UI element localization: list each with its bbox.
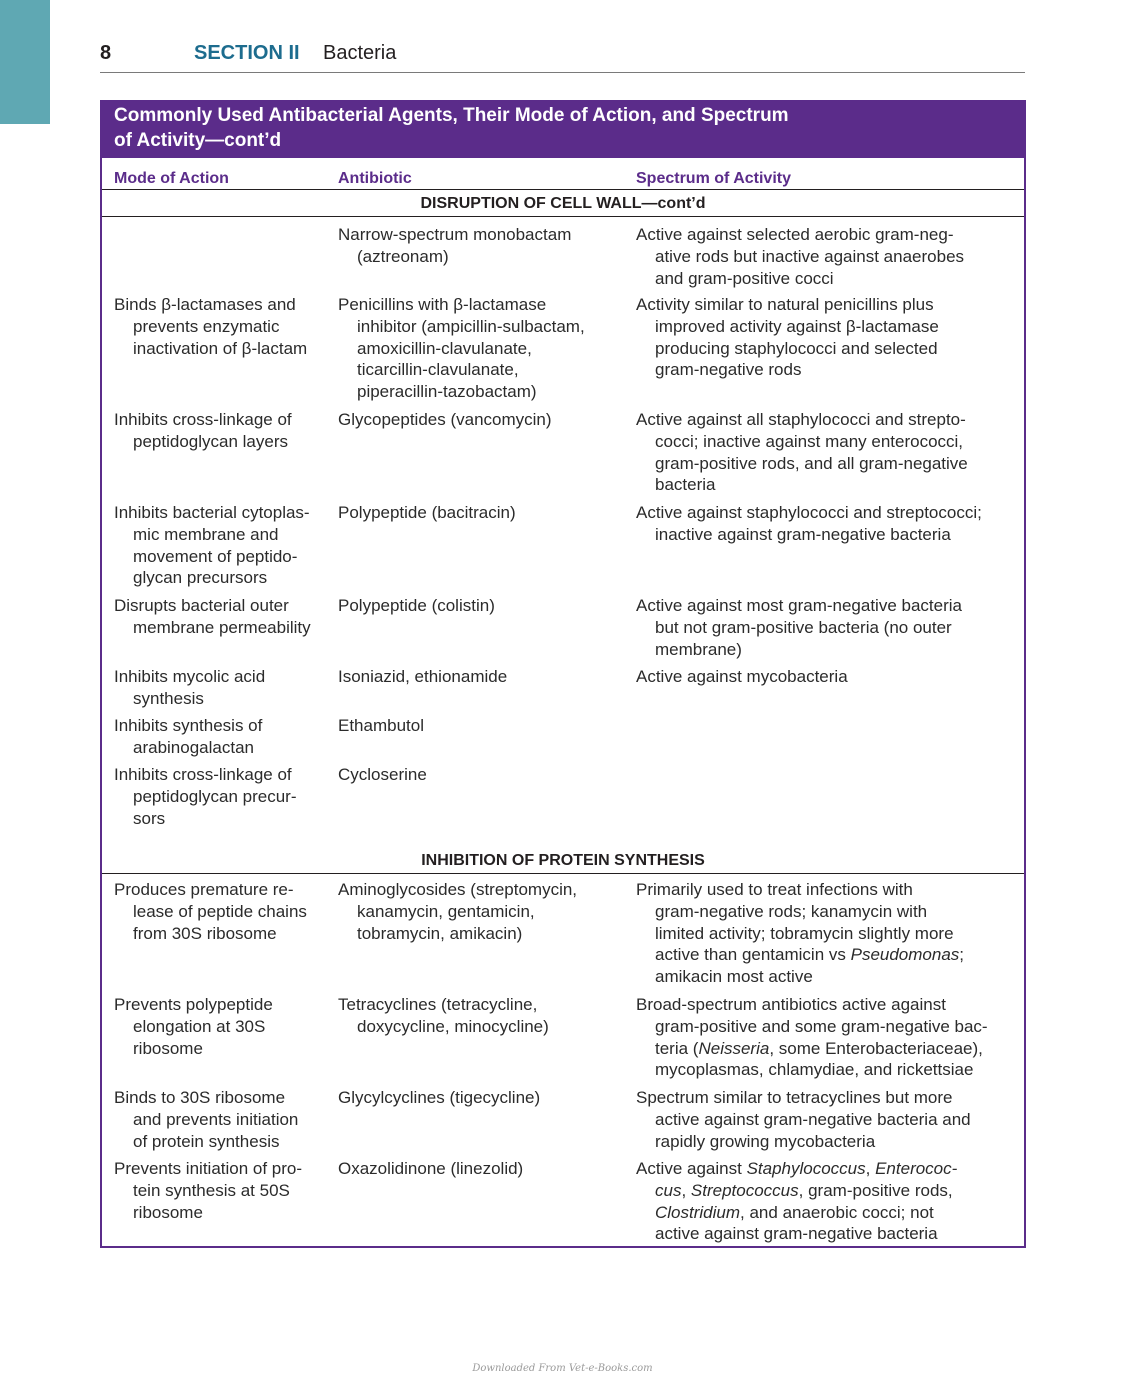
cell-line: active against gram-negative bacteria: [655, 1224, 938, 1244]
cell-spectrum: [636, 879, 1020, 988]
cell-line: movement of peptido-: [133, 546, 298, 566]
section-name: Bacteria: [323, 42, 397, 64]
cell-line: arabinogalactan: [133, 737, 254, 757]
cell-mode-of-action: [114, 1158, 329, 1223]
column-header-spectrum: Spectrum of Activity: [636, 170, 791, 187]
cell-line: but not gram-positive bacteria (no outer: [655, 617, 952, 637]
cell-line: kanamycin, gentamicin,: [357, 901, 535, 921]
table-title-line: of Activity—cont’d: [114, 130, 282, 151]
cell-line: gram-positive rods, and all gram-negative: [655, 453, 968, 473]
cell-spectrum: [636, 409, 1020, 496]
cell-line: Polypeptide (bacitracin): [338, 503, 516, 522]
cell-line: rapidly growing mycobacteria: [655, 1131, 876, 1151]
cell-line: Inhibits bacterial cytoplas-: [114, 503, 310, 522]
cell-line: peptidoglycan precur-: [133, 786, 297, 806]
cell-line: Cycloserine: [338, 765, 427, 784]
cell-antibiotic: [338, 1087, 624, 1109]
cell-mode-of-action: [114, 502, 329, 589]
cell-line: Clostridium, and anaerobic cocci; not: [655, 1202, 934, 1222]
cell-line: Produces premature re-: [114, 880, 294, 899]
cell-spectrum: [636, 294, 1020, 381]
cell-line: Binds to 30S ribosome: [114, 1088, 286, 1107]
group-rule: [102, 873, 1024, 874]
cell-antibiotic: [338, 409, 624, 431]
cell-line: Penicillins with β-lactamase: [338, 295, 547, 314]
cell-mode-of-action: [114, 715, 329, 759]
cell-line: amoxicillin-clavulanate,: [357, 338, 532, 358]
cell-antibiotic: [338, 1158, 624, 1180]
cell-line: Inhibits mycolic acid: [114, 667, 266, 686]
cell-line: gram-negative rods; kanamycin with: [655, 901, 928, 921]
cell-line: Aminoglycosides (streptomycin,: [338, 880, 578, 899]
cell-line: Broad-spectrum antibiotics active against: [636, 995, 946, 1014]
cell-line: Inhibits synthesis of: [114, 716, 263, 735]
cell-line: cus, Streptococcus, gram-positive rods,: [655, 1180, 953, 1200]
cell-mode-of-action: [114, 666, 329, 710]
cell-line: (aztreonam): [357, 246, 449, 266]
cell-line: Oxazolidinone (linezolid): [338, 1159, 524, 1178]
cell-line: producing staphylococci and selected: [655, 338, 938, 358]
cell-line: prevents enzymatic: [133, 316, 280, 336]
cell-line: Glycylcyclines (tigecycline): [338, 1088, 541, 1107]
cell-line: Active against mycobacteria: [636, 667, 848, 686]
cell-antibiotic: [338, 502, 624, 524]
cell-line: Binds β-lactamases and: [114, 295, 296, 314]
cell-antibiotic: [338, 879, 624, 944]
cell-mode-of-action: [114, 294, 329, 359]
cell-line: inhibitor (ampicillin-sulbactam,: [357, 316, 585, 336]
cell-line: tobramycin, amikacin): [357, 923, 523, 943]
cell-spectrum: [636, 502, 1020, 546]
cell-line: gram-negative rods: [655, 360, 802, 380]
cell-line: active against gram-negative bacteria and: [655, 1109, 971, 1129]
cell-line: bacteria: [655, 475, 716, 495]
cell-line: improved activity against β-lactamase: [655, 316, 939, 336]
cell-line: Active against selected aerobic gram-neg-: [636, 225, 954, 244]
cell-line: Isoniazid, ethionamide: [338, 667, 508, 686]
cell-spectrum: [636, 994, 1020, 1081]
cell-line: Activity similar to natural penicillins plus: [636, 295, 934, 314]
cell-line: doxycycline, minocycline): [357, 1016, 549, 1036]
cell-line: Spectrum similar to tetracyclines but more: [636, 1088, 953, 1107]
cell-line: Active against staphylococci and streptococci;: [636, 503, 982, 522]
cell-line: tein synthesis at 50S: [133, 1180, 290, 1200]
page-number: 8: [100, 42, 112, 64]
cell-line: synthesis: [133, 688, 204, 708]
cell-line: Prevents initiation of pro-: [114, 1159, 303, 1178]
cell-spectrum: [636, 1158, 1020, 1245]
cell-line: lease of peptide chains: [133, 901, 307, 921]
cell-antibiotic: [338, 666, 624, 688]
cell-line: limited activity; tobramycin slightly more: [655, 923, 954, 943]
cell-line: membrane permeability: [133, 617, 311, 637]
cell-line: of protein synthesis: [133, 1131, 280, 1151]
cell-line: elongation at 30S: [133, 1016, 266, 1036]
cell-spectrum: [636, 1087, 1020, 1152]
cell-line: Primarily used to treat infections with: [636, 880, 913, 899]
cell-line: Ethambutol: [338, 716, 424, 735]
cell-line: peptidoglycan layers: [133, 431, 288, 451]
cell-antibiotic: [338, 294, 624, 403]
cell-line: Glycopeptides (vancomycin): [338, 410, 552, 429]
cell-mode-of-action: [114, 764, 329, 829]
cell-line: from 30S ribosome: [133, 923, 277, 943]
header-rule: [102, 189, 1024, 190]
cell-line: glycan precursors: [133, 568, 268, 588]
cell-antibiotic: [338, 994, 624, 1038]
group-heading-protein-synthesis: INHIBITION OF PROTEIN SYNTHESIS: [421, 852, 705, 869]
cell-line: Active against most gram-negative bacteria: [636, 596, 962, 615]
group-heading-cell-wall: DISRUPTION OF CELL WALL—cont’d: [420, 195, 706, 212]
cell-line: ative rods but inactive against anaerobes: [655, 246, 965, 266]
section-label: SECTION II: [194, 42, 300, 64]
cell-line: Prevents polypeptide: [114, 995, 273, 1014]
cell-line: ribosome: [133, 1202, 203, 1222]
cell-mode-of-action: [114, 595, 329, 639]
cell-antibiotic: [338, 224, 624, 268]
cell-line: mic membrane and: [133, 524, 279, 544]
cell-line: cocci; inactive against many enterococci,: [655, 431, 964, 451]
cell-antibiotic: [338, 715, 624, 737]
cell-line: active than gentamicin vs Pseudomonas;: [655, 945, 965, 965]
cell-line: Inhibits cross-linkage of: [114, 410, 292, 429]
cell-line: amikacin most active: [655, 967, 813, 987]
cell-line: gram-positive and some gram-negative bac-: [655, 1016, 988, 1036]
cell-line: Disrupts bacterial outer: [114, 596, 289, 615]
cell-spectrum: [636, 595, 1020, 660]
cell-line: piperacillin-tazobactam): [357, 382, 537, 402]
section-side-tab: [0, 0, 50, 124]
cell-spectrum: [636, 666, 1020, 688]
cell-mode-of-action: [114, 994, 329, 1059]
cell-line: and prevents initiation: [133, 1109, 299, 1129]
watermark-text: Downloaded From Vet-e-Books.com: [472, 1363, 653, 1374]
antibacterial-table: [100, 100, 1026, 1248]
cell-line: sors: [133, 808, 166, 828]
group-rule: [102, 216, 1024, 217]
cell-line: ticarcillin-clavulanate,: [357, 360, 519, 380]
cell-line: teria (Neisseria, some Enterobacteriaceae),: [655, 1038, 983, 1058]
cell-antibiotic: [338, 764, 624, 786]
table-title: [102, 100, 1024, 158]
cell-line: Active against Staphylococcus, Enterococ-: [636, 1159, 958, 1178]
cell-line: inactive against gram-negative bacteria: [655, 524, 951, 544]
cell-line: Polypeptide (colistin): [338, 596, 495, 615]
table-title-line: Commonly Used Antibacterial Agents, Their Mode of Action, and Spectrum: [114, 105, 789, 126]
column-header-mode: Mode of Action: [114, 170, 229, 187]
cell-line: ribosome: [133, 1038, 203, 1058]
column-header-antibiotic: Antibiotic: [338, 170, 412, 187]
cell-line: Inhibits cross-linkage of: [114, 765, 292, 784]
cell-line: mycoplasmas, chlamydiae, and rickettsiae: [655, 1060, 974, 1080]
cell-antibiotic: [338, 595, 624, 617]
cell-line: Narrow-spectrum monobactam: [338, 225, 572, 244]
cell-line: Active against all staphylococci and strepto-: [636, 410, 966, 429]
cell-mode-of-action: [114, 1087, 329, 1152]
cell-spectrum: [636, 224, 1020, 289]
cell-line: and gram-positive cocci: [655, 268, 834, 288]
cell-line: Tetracyclines (tetracycline,: [338, 995, 538, 1014]
cell-mode-of-action: [114, 409, 329, 453]
page-header: [100, 40, 1025, 73]
cell-line: inactivation of β-lactam: [133, 338, 308, 358]
cell-line: membrane): [655, 639, 742, 659]
cell-mode-of-action: [114, 879, 329, 944]
